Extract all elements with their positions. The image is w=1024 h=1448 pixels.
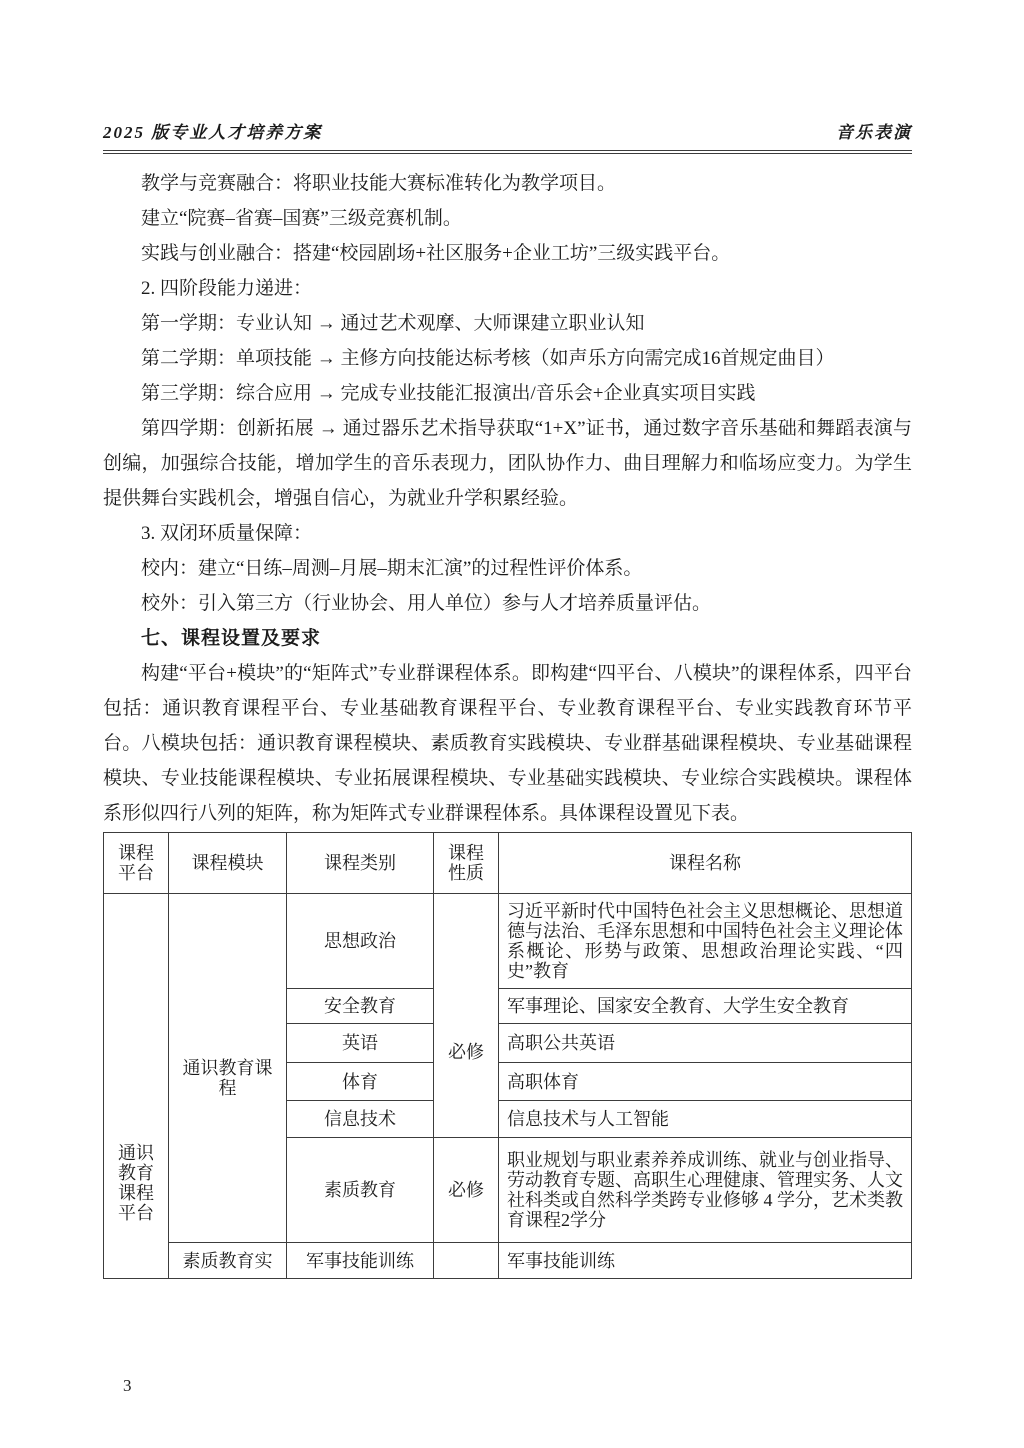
body-paragraph: 实践与创业融合：搭建“校园剧场+社区服务+企业工坊”三级实践平台。 bbox=[141, 243, 731, 264]
course-table bbox=[103, 832, 912, 1279]
table-cell-platform: 通识教育课程平台 bbox=[104, 894, 169, 1278]
running-header bbox=[103, 118, 912, 154]
table-cell-course-name: 军事理论、国家安全教育、大学生安全教育 bbox=[499, 989, 911, 1024]
table-header-platform: 课程平台 bbox=[104, 833, 169, 894]
table-cell-module-general: 通识教育课程 bbox=[169, 894, 287, 1243]
table-cell-course-name: 高职体育 bbox=[499, 1063, 911, 1101]
table-cell-category: 军事技能训练 bbox=[287, 1243, 434, 1278]
body-paragraph: 构建“平台+模块”的“矩阵式”专业群课程体系。即构建“四平台、八模块”的课程体系，四平台包括：通识教育课程平台、专业基础教育课程平台、专业教育课程平台、专业实践教育环节平台。八模块包括：通识教育课程模块、素质教育实践模块、专业群基础课程模块、专业基础课程模块、专业技能课程模块、专业拓展课程模块、专业基础实践模块、专业综合实践模块。课程体系形似四行八列的矩阵，称为矩阵式专业群课程体系。具体课程设置见下表。 bbox=[103, 663, 912, 824]
body-paragraph: 3. 双闭环质量保障： bbox=[141, 523, 313, 544]
body-paragraph: 第二学期：单项技能 → 主修方向技能达标考核（如声乐方向需完成16首规定曲目） bbox=[141, 348, 835, 369]
body-paragraph: 第一学期：专业认知 → 通过艺术观摩、大师课建立职业认知 bbox=[141, 313, 645, 334]
table-cell-category: 体育 bbox=[287, 1063, 434, 1101]
table-cell-module-quality: 素质教育实 bbox=[169, 1243, 287, 1278]
table-cell-nature-empty bbox=[434, 1243, 499, 1278]
table-cell-category: 英语 bbox=[287, 1024, 434, 1063]
body-paragraph: 第四学期：创新拓展 → 通过器乐艺术指导获取“1+X”证书，通过数字音乐基础和舞蹈表演与创编，加强综合技能，增加学生的音乐表现力，团队协作力、曲目理解力和临场应变力。为学生提供舞台实践机会，增强自信心，为就业升学积累经验。 bbox=[103, 418, 912, 509]
table-cell-course-name: 习近平新时代中国特色社会主义思想概论、思想道德与法治、毛泽东思想和中国特色社会主义理论体系概论、形势与政策、思想政治理论实践、“四史”教育 bbox=[499, 894, 911, 989]
page-number: 3 bbox=[123, 1376, 132, 1395]
table-cell-category: 安全教育 bbox=[287, 989, 434, 1024]
body-paragraph: 校内：建立“日练–周测–月展–期末汇演”的过程性评价体系。 bbox=[141, 558, 643, 579]
document-body bbox=[103, 166, 912, 1279]
body-paragraph: 2. 四阶段能力递进： bbox=[141, 278, 313, 299]
table-cell-course-name: 高职公共英语 bbox=[499, 1024, 911, 1063]
table-cell-course-name: 职业规划与职业素养养成训练、就业与创业指导、劳动教育专题、高职生心理健康、管理实务、人文社科类或自然科学类跨专业修够 4 学分，艺术类教育课程2学分 bbox=[499, 1138, 911, 1243]
body-paragraph: 第三学期：综合应用 → 完成专业技能汇报演出/音乐会+企业真实项目实践 bbox=[141, 383, 756, 404]
table-header-name: 课程名称 bbox=[499, 833, 911, 894]
table-header-category: 课程类别 bbox=[287, 833, 434, 894]
table-cell-category: 思想政治 bbox=[287, 894, 434, 989]
table-header-nature: 课程性质 bbox=[434, 833, 499, 894]
table-cell-category: 信息技术 bbox=[287, 1101, 434, 1138]
body-paragraph: 教学与竞赛融合：将职业技能大赛标准转化为教学项目。 bbox=[141, 173, 617, 194]
section-heading: 七、课程设置及要求 bbox=[141, 628, 322, 649]
body-paragraph: 建立“院赛–省赛–国赛”三级竞赛机制。 bbox=[141, 208, 462, 229]
table-cell-course-name: 军事技能训练 bbox=[507, 1250, 615, 1271]
table-cell-nature-required: 必修 bbox=[434, 1138, 499, 1243]
body-paragraph: 校外：引入第三方（行业协会、用人单位）参与人才培养质量评估。 bbox=[141, 593, 712, 614]
header-right-title: 音乐表演 bbox=[836, 123, 912, 142]
table-cell-category: 素质教育 bbox=[287, 1138, 434, 1243]
table-cell-nature-required: 必修 bbox=[434, 894, 499, 1138]
table-header-module: 课程模块 bbox=[169, 833, 287, 894]
header-left-title: 2025 版专业人才培养方案 bbox=[103, 123, 323, 142]
table-cell-course-name: 信息技术与人工智能 bbox=[499, 1101, 911, 1138]
